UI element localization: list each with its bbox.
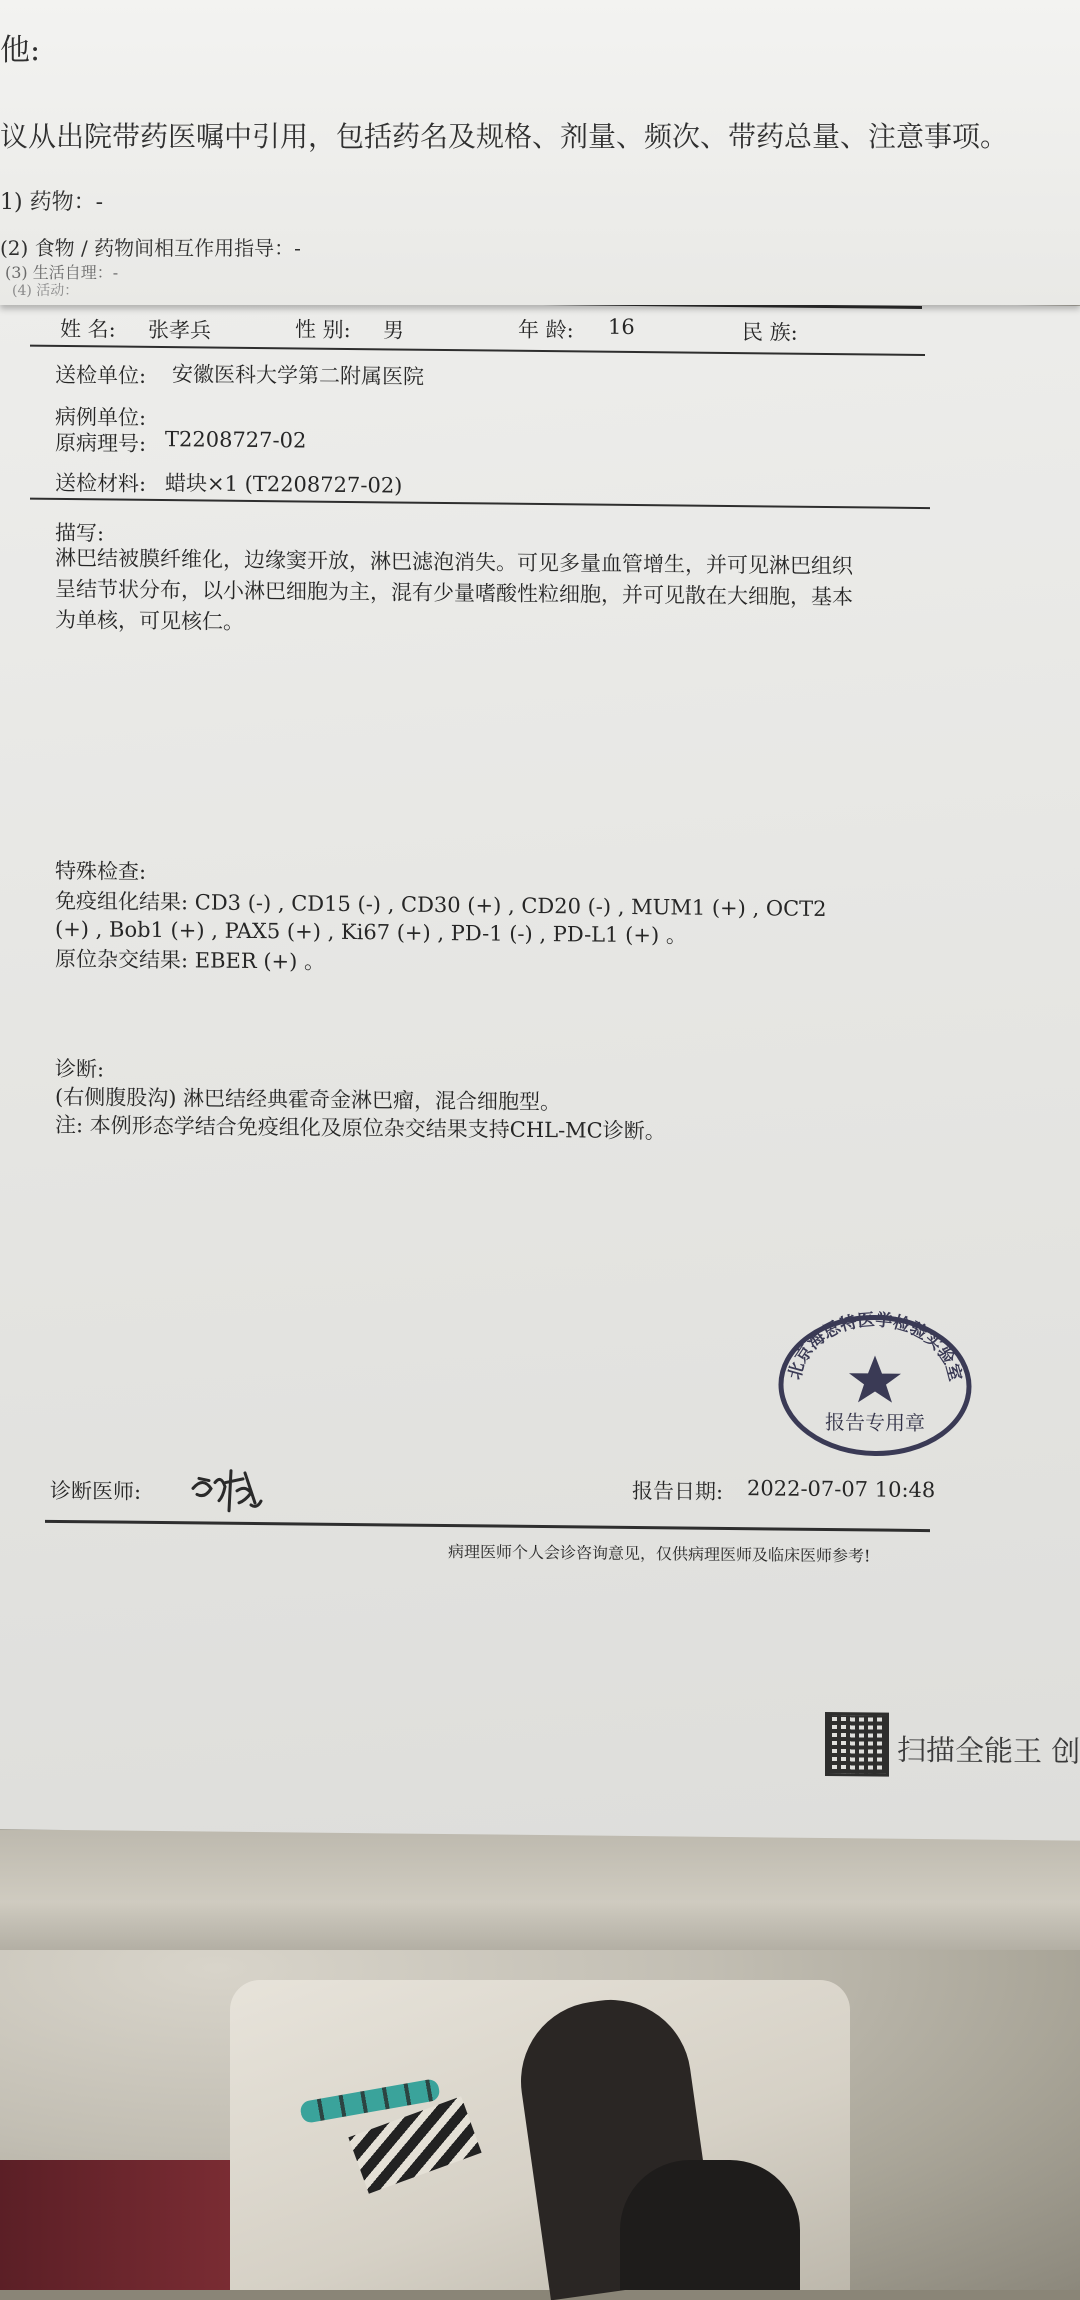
note-line: 注: 本例形态学结合免疫组化及原位杂交结果支持CHL-MC诊断。	[55, 1112, 666, 1144]
report-date-label: 报告日期:	[632, 1478, 724, 1504]
diagnosis-line: (右侧腹股沟) 淋巴结经典霍奇金淋巴瘤，混合细胞型。	[55, 1084, 562, 1115]
sending-unit-label: 送检单位:	[55, 362, 147, 388]
gender-label: 性 别:	[295, 317, 351, 343]
description-label: 描写:	[55, 520, 105, 546]
description-line-1: 淋巴结被膜纤维化，边缘窦开放，淋巴滤泡消失。可见多量血管增生，并可见淋巴组织	[55, 545, 853, 579]
material-label: 送检材料:	[55, 470, 147, 496]
fabric-fold	[0, 1830, 1080, 1950]
stamp-star-icon	[849, 1355, 901, 1403]
age-value: 16	[608, 314, 635, 339]
age-label: 年 龄:	[518, 317, 574, 343]
top-sheet-line2: 议从出院带药医嘱中引用，包括药名及规格、剂量、频次、带药总量、注意事项。	[0, 120, 1009, 153]
ish-line: 原位杂交结果: EBER (+) 。	[55, 946, 325, 974]
diagnosis-label: 诊断:	[55, 1056, 105, 1082]
sending-unit-value: 安徽医科大学第二附属医院	[172, 362, 424, 389]
top-sheet-item1: 1) 药物：-	[0, 190, 104, 215]
doctor-label: 诊断医师:	[50, 1478, 142, 1504]
footer-rule	[45, 1520, 930, 1532]
orig-path-value: T2208727-02	[165, 427, 307, 453]
previous-page-sheet	[0, 0, 1080, 305]
background-fabric	[0, 1830, 1080, 2290]
material-value: 蜡块×1 (T2208727-02)	[165, 471, 403, 498]
gender-value: 男	[383, 318, 404, 343]
pathology-report-sheet	[0, 294, 1080, 1840]
name-label: 姓 名:	[60, 316, 116, 342]
special-label: 特殊检查:	[55, 858, 147, 884]
fabric-red-patch	[0, 2160, 230, 2290]
report-date-value: 2022-07-07 10:48	[747, 1476, 936, 1503]
info-rule	[30, 498, 930, 509]
ethnic-label: 民 族:	[742, 320, 798, 345]
official-stamp	[775, 1306, 975, 1458]
description-text	[55, 543, 975, 646]
description-line-2: 呈结节状分布，以小淋巴细胞为主，混有少量嗜酸性粒细胞，并可见散在大细胞，基本	[55, 576, 853, 610]
description-line-3: 为单核，可见核仁。	[55, 607, 244, 634]
scanner-watermark: 扫描全能王 创	[897, 1732, 1080, 1769]
fabric-dark-shape-2	[620, 2160, 800, 2290]
case-unit-label: 病例单位:	[55, 404, 147, 430]
stamp-arc-text: 北京海思特医学检验实验室	[784, 1310, 966, 1384]
top-sheet-line1: 他:	[0, 33, 41, 68]
top-sheet-item4: (4) 活动：	[12, 283, 79, 299]
footer-note: 病理医师个人会诊咨询意见，仅供病理医师及临床医师参考!	[448, 1542, 871, 1566]
ihc-line-2: (+) , Bob1 (+) , PAX5 (+) , Ki67 (+) , PD-1 (-) , PD-L1 (+) 。	[55, 916, 687, 948]
orig-path-label: 原病理号:	[55, 430, 147, 456]
doctor-signature	[185, 1460, 275, 1521]
stamp-text: 报告专用章	[825, 1409, 925, 1436]
name-value: 张孝兵	[148, 317, 211, 343]
top-sheet-item3: (3) 生活自理：-	[5, 263, 119, 282]
qr-code-icon	[828, 1715, 886, 1774]
ihc-line-1: 免疫组化结果: CD3 (-) , CD15 (-) , CD30 (+) , CD20 (-) , MUM1 (+) , OCT2	[55, 888, 827, 922]
top-sheet-item2: (2) 食物 / 药物间相互作用指导：-	[0, 236, 301, 260]
